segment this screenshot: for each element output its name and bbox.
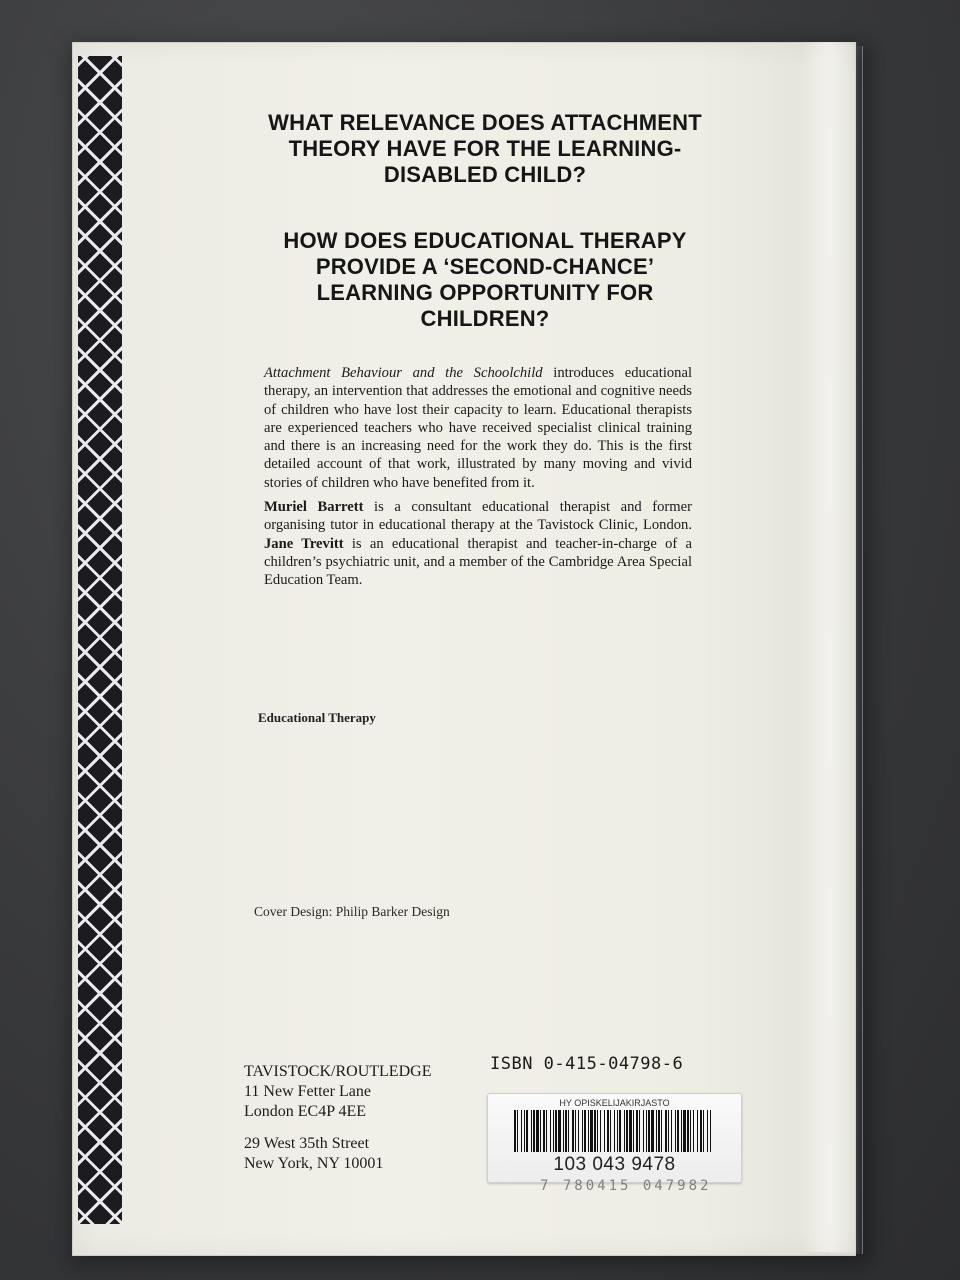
barcode-bar bbox=[588, 1110, 589, 1152]
barcode-bar bbox=[600, 1110, 601, 1152]
author-bio-2: is an educational therapist and teacher-in-charge of a children’s psychiatric unit, and a member of the Cambridge Area Special Education Team. bbox=[264, 535, 692, 589]
barcode-bar bbox=[683, 1110, 686, 1152]
author-name-2: Jane Trevitt bbox=[264, 535, 344, 552]
barcode-bar bbox=[703, 1110, 704, 1152]
barcode-bar bbox=[648, 1110, 650, 1152]
barcode-bar bbox=[531, 1110, 532, 1152]
headline-question-1: WHAT RELEVANCE DOES ATTACHMENT THEORY HAVE FOR THE LEARNING-DISABLED CHILD? bbox=[268, 110, 702, 187]
barcode-bar bbox=[633, 1110, 634, 1152]
barcode-bar bbox=[671, 1110, 672, 1152]
barcode-bar bbox=[533, 1110, 535, 1152]
barcode-bar bbox=[614, 1110, 615, 1152]
barcode-bar bbox=[690, 1110, 691, 1152]
barcode-bar bbox=[607, 1110, 609, 1152]
barcode-bar bbox=[578, 1110, 579, 1152]
barcode-bar bbox=[687, 1110, 689, 1152]
barcode-bar bbox=[604, 1110, 605, 1152]
barcode-bar bbox=[700, 1110, 702, 1152]
barcode-bar bbox=[651, 1110, 654, 1152]
plastic-wrap-edge bbox=[830, 46, 863, 1254]
cover-design-credit: Cover Design: Philip Barker Design bbox=[254, 904, 450, 919]
barcode-bar bbox=[517, 1110, 518, 1152]
barcode-bar bbox=[707, 1110, 708, 1152]
barcode-bar bbox=[624, 1110, 625, 1152]
blurb-paragraph-1 bbox=[264, 364, 692, 492]
barcode-graphic bbox=[514, 1110, 714, 1152]
barcode-bar bbox=[546, 1110, 547, 1152]
publisher-block bbox=[244, 1062, 484, 1174]
spine-pattern bbox=[78, 56, 122, 1224]
barcode-bar bbox=[575, 1110, 576, 1152]
barcode-bar bbox=[658, 1110, 660, 1152]
isbn-text: ISBN 0-415-04798-6 bbox=[490, 1054, 684, 1074]
barcode-bar bbox=[661, 1110, 662, 1152]
barcode-bar bbox=[677, 1110, 679, 1152]
book-title: Attachment Behaviour and the Schoolchild bbox=[264, 365, 543, 381]
barcode-bar bbox=[563, 1110, 564, 1152]
barcode-bar bbox=[693, 1110, 694, 1152]
barcode-bar bbox=[550, 1110, 551, 1152]
publisher-address-1-line-2: London EC4P 4EE bbox=[244, 1103, 367, 1120]
barcode-bar bbox=[675, 1110, 676, 1152]
barcode-bar bbox=[558, 1110, 561, 1152]
barcode-bar bbox=[555, 1110, 557, 1152]
barcode-bar bbox=[597, 1110, 598, 1152]
library-barcode-number: 103 043 9478 bbox=[553, 1154, 676, 1175]
barcode-bar bbox=[636, 1110, 638, 1152]
barcode-bar bbox=[710, 1110, 711, 1152]
publisher-name: TAVISTOCK/ROUTLEDGE bbox=[244, 1063, 432, 1080]
barcode-bar bbox=[646, 1110, 647, 1152]
barcode-bar bbox=[629, 1110, 632, 1152]
barcode-bar bbox=[656, 1110, 657, 1152]
barcode-bar bbox=[619, 1110, 621, 1152]
barcode-bar bbox=[639, 1110, 640, 1152]
barcode-bar bbox=[697, 1110, 698, 1152]
blurb-description: introduces educational therapy, an intervention that addresses the emotional and cognitive needs of children who have lost their capacity to learn. Educational therapists are experienced teachers who have received specialist clinical training and there is an increasing need for the work they do. This is the first detailed account of that work, illustrated by many moving and vivid stories of children who have benefited from it. bbox=[264, 365, 692, 491]
blurb-paragraph-2 bbox=[264, 498, 692, 589]
barcode-bar bbox=[681, 1110, 682, 1152]
barcode-bar bbox=[553, 1110, 554, 1152]
publisher-address-2-line-2: New York, NY 10001 bbox=[244, 1155, 384, 1172]
isbn-barcode-digits: 7 780415 047982 bbox=[540, 1178, 712, 1194]
barcode-bar bbox=[536, 1110, 539, 1152]
barcode-bar bbox=[572, 1110, 574, 1152]
barcode-bar bbox=[524, 1110, 525, 1152]
barcode-bar bbox=[540, 1110, 541, 1152]
barcode-bar bbox=[543, 1110, 545, 1152]
publisher-address-1-line-1: 11 New Fetter Lane bbox=[244, 1083, 371, 1100]
barcode-bar bbox=[626, 1110, 628, 1152]
blurb-text bbox=[264, 364, 692, 596]
barcode-bar bbox=[665, 1110, 667, 1152]
barcode-bar bbox=[617, 1110, 618, 1152]
barcode-bar bbox=[668, 1110, 669, 1152]
barcode-bar bbox=[521, 1110, 522, 1152]
author-name-1: Muriel Barrett bbox=[264, 499, 364, 516]
library-name: HY OPISKELIJAKIRJASTO bbox=[559, 1098, 670, 1108]
barcode-bar bbox=[565, 1110, 567, 1152]
address-spacer bbox=[244, 1122, 484, 1134]
barcode-bar bbox=[584, 1110, 586, 1152]
barcode-bar bbox=[610, 1110, 611, 1152]
publisher-address-2-line-1: 29 West 35th Street bbox=[244, 1135, 370, 1152]
library-barcode-sticker bbox=[487, 1093, 742, 1183]
barcode-bar bbox=[514, 1110, 516, 1152]
series-label: Educational Therapy bbox=[258, 710, 376, 725]
barcode-bar bbox=[526, 1110, 528, 1152]
headline-question-2: HOW DOES EDUCATIONAL THERAPY PROVIDE A ‘SECOND-CHANCE’ LEARNING OPPORTUNITY FOR CHILDREN? bbox=[283, 228, 687, 331]
barcode-bar bbox=[582, 1110, 583, 1152]
barcode-bar bbox=[643, 1110, 644, 1152]
barcode-bar bbox=[568, 1110, 569, 1152]
barcode-bar bbox=[590, 1110, 593, 1152]
barcode-bar bbox=[594, 1110, 596, 1152]
author-bio-1: is a consultant educational therapist and former organising tutor in educational therapy at the Tavistock Clinic, London. bbox=[264, 499, 692, 534]
